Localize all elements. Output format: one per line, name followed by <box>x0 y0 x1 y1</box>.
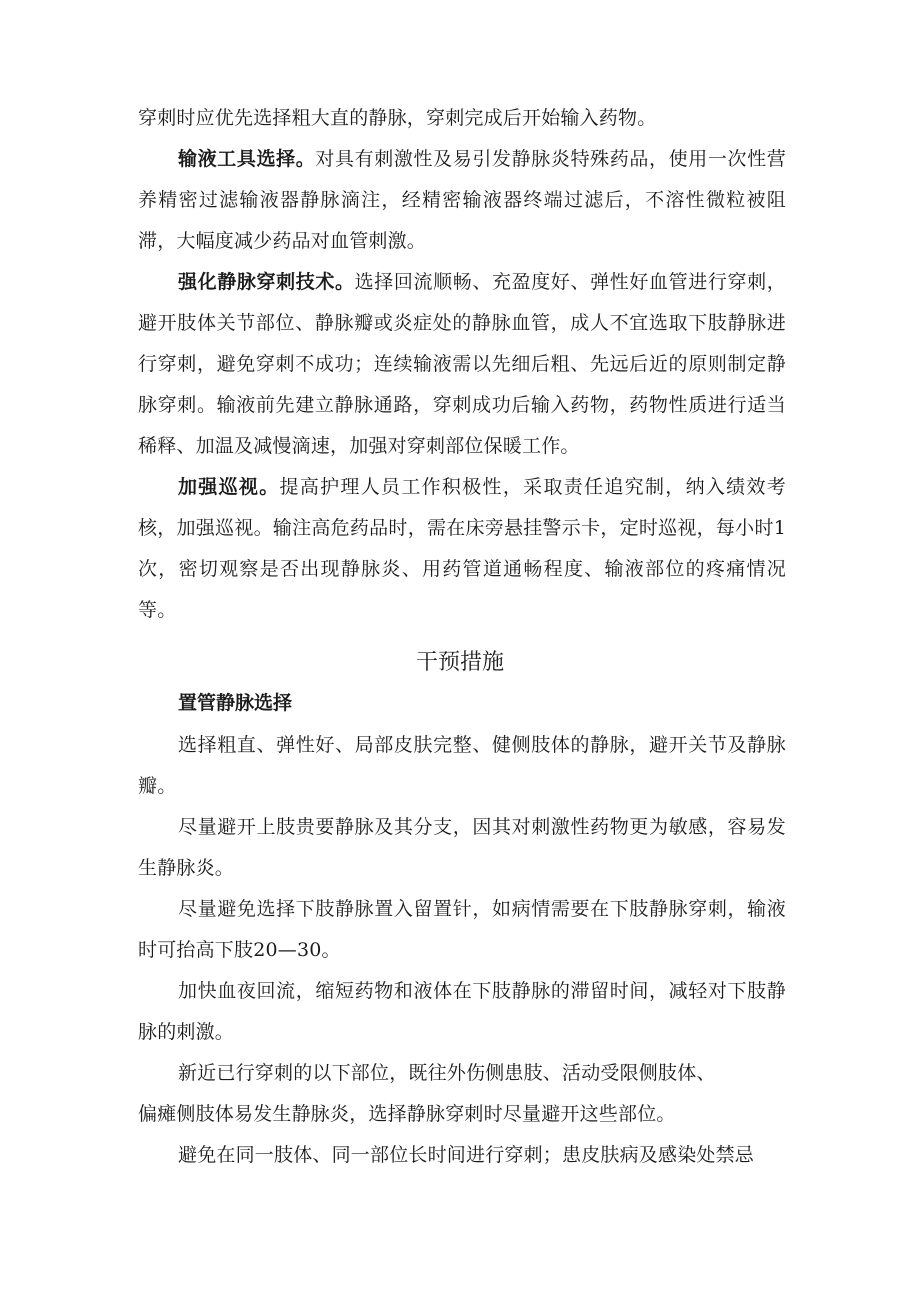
subsection-heading: 置管静脉选择 <box>178 692 293 714</box>
puncture-technique-text: 选择回流顺畅、充盈度好、弹性好血管进行穿刺，避开肢体关节部位、静脉瓣或炎症处的静脉血管，成人不宜选取下肢静脉进行穿刺，避免穿刺不成功；连续输液需以先细后粗、先远后近的原则制定静脉穿刺。输液前先建立静脉通路，穿刺成功后输入药物，药物性质进行适当稀释、加温及减慢滴速，加强对穿刺部位保暖工作。 <box>138 271 786 457</box>
patrol-text: 提高护理人员工作积极性，采取责任追究制，纳入绩效考核，加强巡视。输注高危药品时，需在床旁悬挂警示卡，定时巡视，每小时1次，密切观察是否出现静脉炎、用药管道通畅程度、输液部位的疼痛情况等。 <box>138 476 786 621</box>
paragraph-avoid-same-site: 避免在同一肢体、同一部位长时间进行穿刺；患皮肤病及感染处禁忌 <box>178 1144 755 1166</box>
avoid-sites-line-1: 新近已行穿刺的以下部位，既往外伤侧患肢、活动受限侧肢体、 <box>178 1062 716 1084</box>
paragraph-avoid-lower-limb: 尽量避免选择下肢静脉置入留置针，如病情需要在下肢静脉穿刺，输液时可抬高下肢20—30。 <box>138 898 786 961</box>
puncture-technique-title: 强化静脉穿刺技术。 <box>178 271 355 293</box>
paragraph-avoid-basilic: 尽量避开上肢贵要静脉及其分支，因其对刺激性药物更为敏感，容易发生静脉炎。 <box>138 816 786 879</box>
patrol-title: 加强巡视。 <box>178 476 280 498</box>
paragraph-puncture-priority: 穿刺时应优先选择粗大直的静脉，穿刺完成后开始输入药物。 <box>138 107 657 129</box>
section-heading: 干预措施 <box>415 650 504 675</box>
paragraph-blood-return: 加快血夜回流，缩短药物和液体在下肢静脉的滞留时间，减轻对下肢静脉的刺激。 <box>138 980 786 1043</box>
paragraph-infusion-tool <box>138 139 786 262</box>
infusion-tool-title: 输液工具选择。 <box>178 148 316 170</box>
infusion-tool-text: 对具有刺激性及易引发静脉炎特殊药品，使用一次性营养精密过滤输液器静脉滴注，经精密输液器终端过滤后，不溶性微粒被阻滞，大幅度减少药品对血管刺激。 <box>138 148 786 252</box>
paragraph-vein-choice: 选择粗直、弹性好、局部皮肤完整、健侧肢体的静脉，避开关节及静脉瓣。 <box>138 734 786 797</box>
avoid-sites-line-2: 偏瘫侧肢体易发生静脉炎，选择静脉穿刺时尽量避开这些部位。 <box>138 1103 676 1125</box>
paragraph-patrol <box>138 467 786 631</box>
paragraph-puncture-technique <box>138 262 786 467</box>
paragraph-avoid-sites <box>138 1053 786 1135</box>
